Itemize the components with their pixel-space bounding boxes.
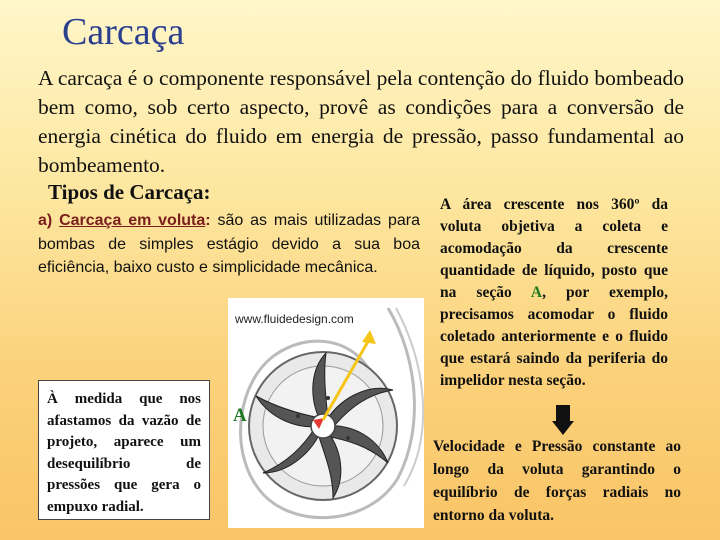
- area-text-part2: , por exemplo, precisamos acomodar o fluido coletado anteriormente e o fluido que estará saindo da periferia do impelidor nesta seção.: [440, 284, 668, 389]
- website-watermark: www.fluidedesign.com: [235, 312, 354, 326]
- down-arrow-icon: [552, 405, 574, 435]
- voluta-prefix: a): [38, 212, 60, 229]
- voluta-label: Carcaça em voluta: [59, 212, 206, 229]
- intro-paragraph: A carcaça é o componente responsável pela contenção do fluido bombeado bem como, sob certo aspecto, provê as condições para a conversão de energia cinética do fluido em energia de pressão, passo fundamental ao bombeamento.: [38, 66, 684, 177]
- empuxo-radial-box: À medida que nos afastamos da vazão de projeto, aparece um desequilíbrio de pressões que gera o empuxo radial.: [38, 380, 210, 520]
- volute-pump-image: [228, 298, 424, 528]
- area-text-part1: A área crescente nos 360º da voluta objetiva a coleta e acomodação da crescente quantidade de líquido, posto que na seção: [440, 196, 668, 301]
- tipos-heading: Tipos de Carcaça:: [48, 180, 211, 204]
- section-a-highlight: A: [530, 284, 543, 301]
- voluta-colon: :: [205, 212, 211, 229]
- volute-impeller-illustration: [228, 298, 424, 528]
- voluta-text: são as mais utilizadas para bombas de simples estágio devido a sua boa eficiência, baixo custo e simplicidade mecânica.: [38, 212, 421, 276]
- area-crescente-paragraph: [440, 194, 668, 392]
- voluta-description: [38, 209, 420, 280]
- section-a-label: A: [233, 405, 247, 426]
- slide-title: Carcaça: [62, 11, 185, 53]
- conclusion-paragraph: Velocidade e Pressão constante ao longo da voluta garantindo o equilíbrio de forças radiais no entorno da voluta.: [433, 438, 681, 524]
